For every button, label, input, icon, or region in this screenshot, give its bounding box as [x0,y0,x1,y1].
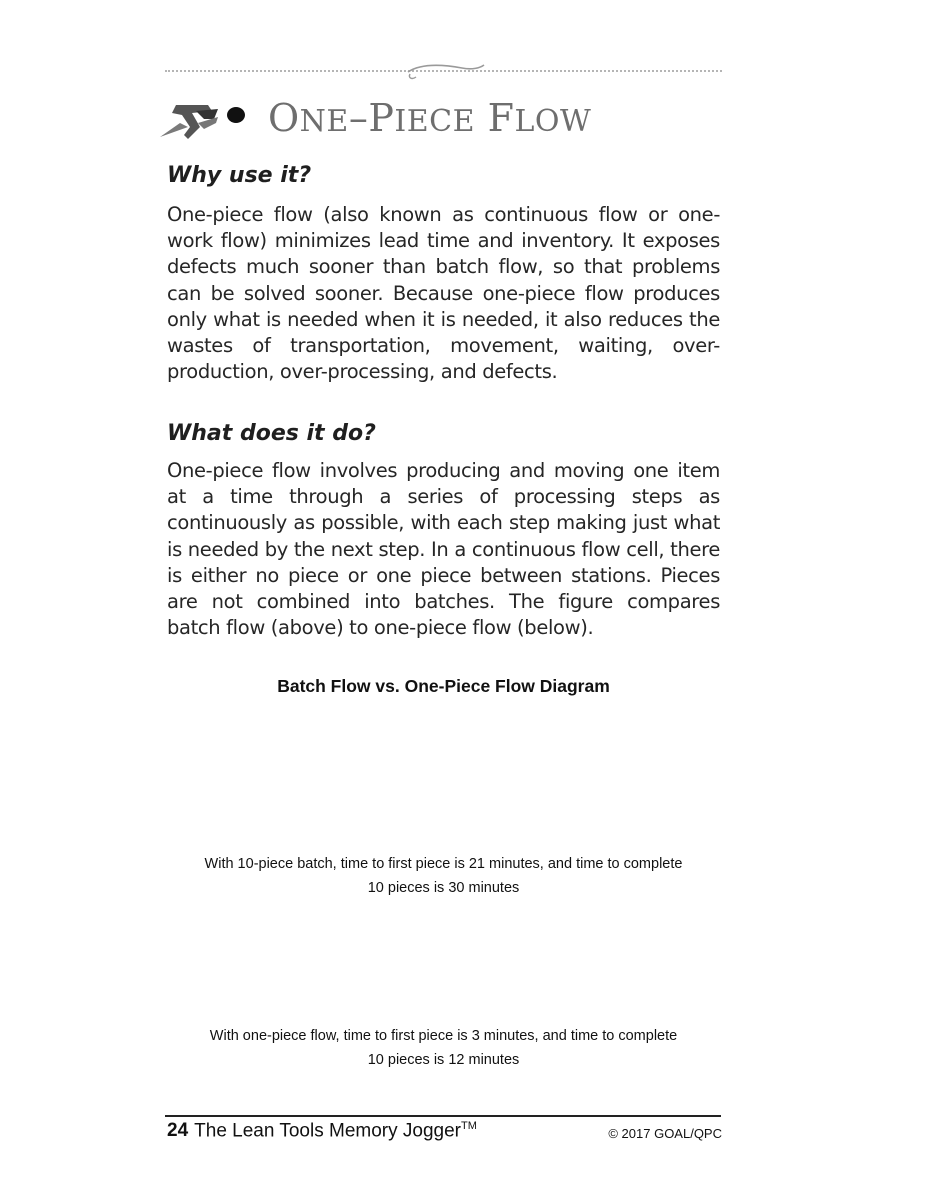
onepiece-caption-line1: With one-piece flow, time to first piece is 3 minutes, and time to complete [209,1028,678,1044]
title-part: IECE [394,104,475,139]
why-heading: Why use it? [167,163,312,188]
page-number: 24 [167,1120,189,1142]
what-paragraph: One-piece flow involves producing and moving one item at a time through a series of processing steps as continuously as possible, with each step making just what is needed by the next step. In a continuous flow cell, there is either no piece or one piece between stations. Pieces are not combined into batches. The figure compares batch flow (above) to one-piece flow (below). [167,459,720,640]
copyright-notice: © 2017 GOAL/QPC [608,1126,722,1141]
page-header [158,93,758,143]
title-part: O [268,96,300,140]
footer-book-info [167,1120,477,1142]
title-part: NE [299,104,349,139]
runner-logo-icon [158,97,253,141]
why-paragraph: One-piece flow (also known as continuous flow or one-work flow) minimizes lead time and inventory. It exposes defects much sooner than batch flow, so that problems can be solved sooner. Because one-piece flow produces only what is needed when it is needed, it also reduces the wastes of transportation, movement, waiting, over-production, over-processing, and defects. [167,203,720,384]
page-title [268,93,591,147]
diagram-title: Batch Flow vs. One-Piece Flow Diagram [277,676,610,696]
what-heading: What does it do? [167,421,376,446]
title-part: LOW [514,104,592,139]
title-part: P [368,96,395,140]
footer-rule [165,1115,721,1117]
title-part: F [487,96,515,140]
book-title: The Lean Tools Memory Jogger [194,1120,461,1142]
onepiece-caption [160,1024,727,1072]
onepiece-caption-line2: 10 pieces is 12 minutes [367,1052,520,1068]
trademark-mark: TM [461,1120,477,1132]
title-part: – [348,96,369,140]
batch-caption-line2: 10 pieces is 30 minutes [367,880,520,896]
ornament-swash-icon [400,60,490,84]
batch-caption [160,852,727,900]
batch-caption-line1: With 10-piece batch, time to first piece is 21 minutes, and time to complete [204,856,683,872]
